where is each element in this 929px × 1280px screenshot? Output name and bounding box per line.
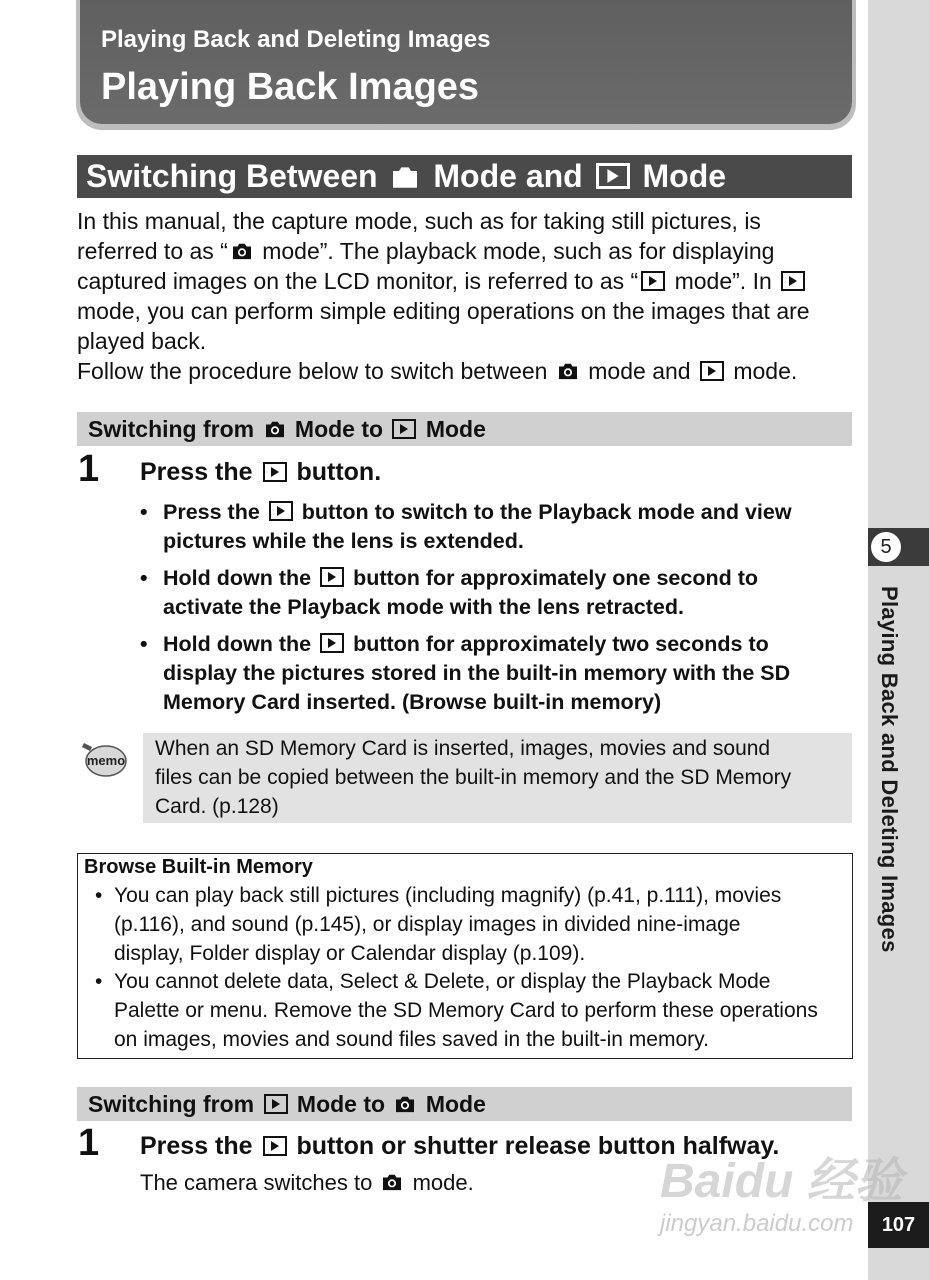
subsection-title: Switching from Mode to Mode <box>88 412 486 446</box>
intro-line-6: Follow the procedure below to switch between mode and mode. <box>77 358 798 384</box>
step-instruction: Press the button or shutter release button halfway. <box>140 1132 780 1160</box>
step-instruction: Press the button. <box>140 458 382 486</box>
step-number: 1 <box>78 448 100 490</box>
intro-line-4: mode, you can perform simple editing operations on the images that are <box>77 298 810 324</box>
camera-icon <box>231 237 253 255</box>
page-number: 107 <box>868 1202 929 1248</box>
bullet-item: • Press the button to switch to the Playback mode and view pictures while the lens is extended. <box>140 500 792 553</box>
playback-icon <box>320 633 344 653</box>
watermark-url: jingyan.baidu.com <box>660 1210 854 1237</box>
camera-icon <box>390 159 420 183</box>
playback-icon <box>781 271 805 291</box>
browse-memory-title: Browse Built-in Memory <box>84 856 313 878</box>
playback-icon <box>269 501 293 521</box>
bullet-item: • Hold down the button for approximately one second to activate the Playback mode with the lens retracted. <box>140 566 759 619</box>
header-subtitle: Playing Back and Deleting Images <box>101 26 491 53</box>
intro-line-2: referred to as “ mode”. The playback mode, such as for displaying <box>77 238 775 264</box>
intro-line-3: captured images on the LCD monitor, is referred to as “ mode”. In <box>77 266 867 296</box>
step-note: The camera switches to mode. <box>140 1170 474 1195</box>
camera-icon <box>557 357 579 375</box>
camera-icon <box>381 1169 403 1187</box>
intro-line-5: played back. <box>77 328 207 354</box>
camera-icon <box>264 413 286 431</box>
playback-icon <box>264 1094 288 1114</box>
memo-text: When an SD Memory Card is inserted, images, movies and sound files can be copied between the built-in memory and the SD Memory Card. (p.128) <box>155 737 792 818</box>
playback-icon <box>641 271 665 291</box>
bullet-item: • Hold down the button for approximately two seconds to display the pictures stored in the built-in memory with the SD Memory Card inserted. (Browse built-in memory) <box>140 632 791 714</box>
list-item: • You cannot delete data, Select & Delete, or display the Playback Mode Palette or menu. Remove the SD Memory Card to perform these operations on images, movies and sound files saved in the built-in memory. <box>95 970 818 1051</box>
memo-icon <box>80 737 128 781</box>
section-title: Switching Between Mode and Mode <box>86 158 727 194</box>
intro-line-1: In this manual, the capture mode, such as for taking still pictures, is <box>77 208 761 234</box>
playback-icon <box>596 163 630 189</box>
svg-text:memo: memo <box>86 753 126 768</box>
playback-icon <box>392 419 416 439</box>
list-item: • You can play back still pictures (including magnify) (p.41, p.111), movies (p.116), and sound (p.145), or display images in divided nine-image display, Folder display or Calendar display (p.109). <box>95 884 782 965</box>
playback-icon <box>320 567 344 587</box>
camera-icon <box>394 1088 416 1106</box>
chapter-number: 5 <box>871 532 901 562</box>
subsection-title: Switching from Mode to Mode <box>88 1087 486 1121</box>
playback-icon <box>700 361 724 381</box>
chapter-side-title: Playing Back and Deleting Images <box>877 586 902 953</box>
playback-icon <box>263 462 287 482</box>
playback-icon <box>263 1136 287 1156</box>
watermark-logo: Baidu 经验 <box>660 1155 903 1208</box>
step-number: 1 <box>78 1122 100 1164</box>
page-title: Playing Back Images <box>101 66 480 108</box>
